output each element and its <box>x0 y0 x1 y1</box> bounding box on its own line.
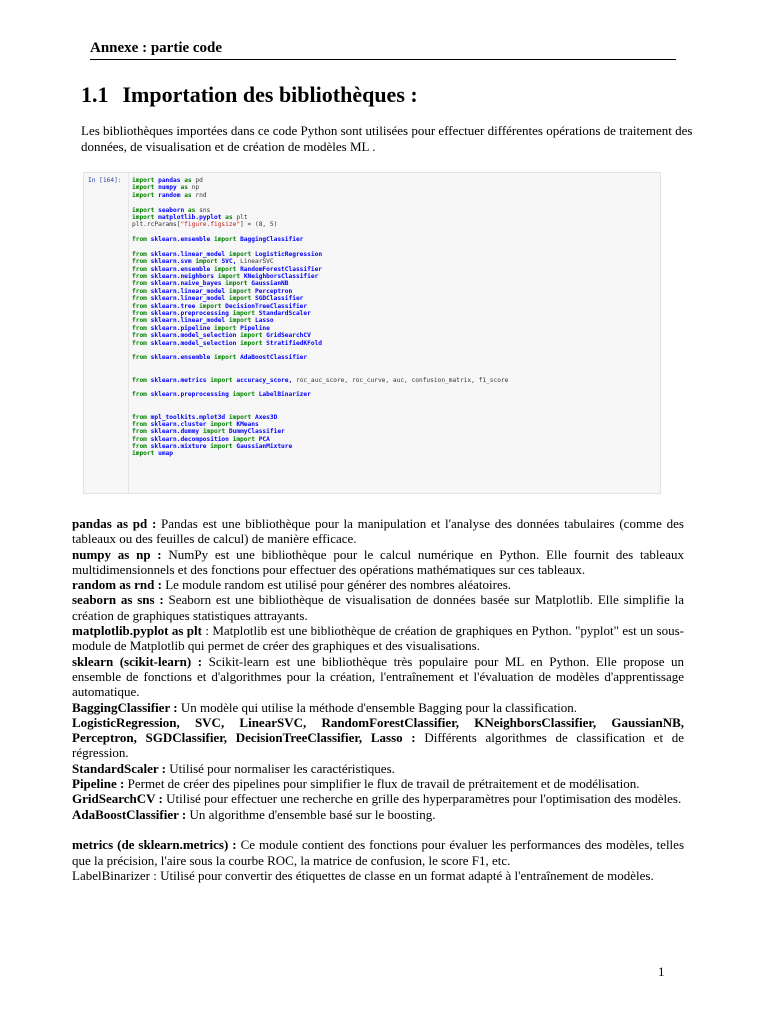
code-cell <box>83 172 661 494</box>
library-term: LogisticRegression, SVC, LinearSVC, RandomForestClassifier, KNeighborsClassifier, GaussianNB, Perceptron, SGDClassifier, DecisionTreeClassifier, Lasso : <box>72 714 684 746</box>
code-line: from sklearn.neighbors import KNeighborsClassifier <box>132 273 319 281</box>
library-description <box>72 516 684 547</box>
code-line: import random as rnd <box>132 191 207 199</box>
code-cell-prompt: In [164]: <box>88 177 122 184</box>
library-description-text: Différents algorithmes de classification et de régression. <box>72 730 684 761</box>
library-term: BaggingClassifier : <box>72 699 181 715</box>
library-term: Pipeline : <box>72 776 128 792</box>
library-descriptions <box>72 516 684 883</box>
library-term: matplotlib.pyplot as plt <box>72 623 202 639</box>
library-description-text: Scikit-learn est une bibliothèque très populaire pour ML en Python. Elle propose un ensemble de fonctions et d'algorithmes pour la création, l'entraînement et l'évaluation de modèles d'apprentissage automatique. <box>72 653 685 700</box>
code-line: from sklearn.linear_model import Lasso <box>132 317 274 325</box>
library-description <box>72 715 684 761</box>
library-description-text: LabelBinarizer : Utilisé pour convertir des étiquettes de classe en un format adapté à l'entraînement de modèles. <box>72 867 654 883</box>
code-line: from sklearn.mixture import GaussianMixture <box>132 443 293 451</box>
code-line <box>132 406 660 413</box>
code-line: from sklearn.cluster import KMeans <box>132 420 259 428</box>
library-description <box>72 868 684 883</box>
library-description-text: : Matplotlib est une bibliothèque de création de graphiques en Python. "pyplot" est un sous-module de Matplotlib qui permet de créer des graphiques et des visualisations. <box>72 623 684 654</box>
section-number: 1.1 <box>81 82 109 107</box>
library-description <box>72 837 684 868</box>
code-line: from sklearn.preprocessing import StandardScaler <box>132 310 311 318</box>
page-number: 1 <box>658 964 665 979</box>
library-description-text: Permet de créer des pipelines pour simplifier le flux de travail de prétraitement et de modélisation. <box>127 776 640 792</box>
code-line: import numpy as np <box>132 184 200 192</box>
library-description <box>72 592 684 623</box>
library-description-text: Un algorithme d'ensemble basé sur le boosting. <box>189 806 436 822</box>
library-description <box>72 654 684 700</box>
library-description-text: Le module random est utilisé pour générer des nombres aléatoires. <box>165 577 512 593</box>
library-term: AdaBoostClassifier : <box>72 806 190 822</box>
code-line: from sklearn.linear_model import Perceptron <box>132 287 293 295</box>
library-term: GridSearchCV : <box>72 791 167 807</box>
library-term: StandardScaler : <box>72 760 170 776</box>
library-term: pandas as pd : <box>72 516 162 531</box>
code-line: from mpl_toolkits.mplot3d import Axes3D <box>132 413 278 421</box>
code-line: import seaborn as sns <box>132 206 211 214</box>
library-term: seaborn as sns : <box>72 592 169 608</box>
code-line <box>132 244 660 251</box>
code-cell-source <box>128 173 660 493</box>
intro-paragraph: Les bibliothèques importées dans ce code Python sont utilisées pour effectuer différentes opérations de traitement des données, de visualisation et de création de modèles ML . <box>81 123 693 154</box>
section-title-text: Importation des bibliothèques : <box>122 82 418 107</box>
library-description <box>72 577 684 592</box>
library-description-text: Ce module contient des fonctions pour évaluer les performances des modèles, telles que la précision, l'aire sous la courbe ROC, la matrice de confusion, le score F1, etc. <box>72 837 684 868</box>
library-description-text: NumPy est une bibliothèque pour le calcul numérique en Python. Elle fournit des tableaux multidimensionnels et des fonctions pour effectuer des opérations mathématiques sur ces tableaux. <box>72 546 684 577</box>
code-line <box>132 362 660 369</box>
library-description <box>72 761 684 776</box>
library-description-text: Pandas est une bibliothèque pour la manipulation et l'analyse des données tabulaires (comme des tableaux ou des feuilles de calcul) de manière efficace. <box>72 516 684 547</box>
code-line: import matplotlib.pyplot as plt <box>132 213 248 221</box>
library-description <box>72 547 684 578</box>
code-line: from sklearn.ensemble import RandomForestClassifier <box>132 265 323 273</box>
code-line: plt.rcParams["figure.figsize"] = (8, 5) <box>132 221 278 229</box>
code-line <box>132 199 660 206</box>
code-line: import umap <box>132 450 173 458</box>
library-description <box>72 700 684 715</box>
library-term: random as rnd : <box>72 577 166 593</box>
library-term: metrics (de sklearn.metrics) : <box>72 837 241 853</box>
code-line: from sklearn.dummy import DummyClassifier <box>132 428 285 436</box>
code-line: from sklearn.pipeline import Pipeline <box>132 324 270 332</box>
library-description <box>72 791 684 806</box>
code-line: from sklearn.linear_model import SGDClassifier <box>132 295 304 303</box>
library-description-text: Un modèle qui utilise la méthode d'ensemble Bagging pour la classification. <box>180 699 578 715</box>
library-term: numpy as np : <box>72 546 169 562</box>
paragraph-spacer <box>72 822 684 837</box>
document-header: Annexe : partie code <box>90 40 676 60</box>
library-description <box>72 776 684 791</box>
code-line: from sklearn.model_selection import GridSearchCV <box>132 332 311 340</box>
code-line: import pandas as pd <box>132 177 203 184</box>
library-term: sklearn (scikit-learn) : <box>72 653 209 669</box>
code-line: from sklearn.svm import SVC, LinearSVC <box>132 258 274 266</box>
code-line <box>132 399 660 406</box>
code-line: from sklearn.decomposition import PCA <box>132 435 270 443</box>
code-line: from sklearn.tree import DecisionTreeClassifier <box>132 302 308 310</box>
code-line: from sklearn.metrics import accuracy_score, roc_auc_score, roc_curve, auc, confusion_matrix, f1_score <box>132 376 509 384</box>
library-description <box>72 807 684 822</box>
library-description-text: Utilisé pour effectuer une recherche en grille des hyperparamètres pour l'optimisation des modèles. <box>166 791 682 807</box>
code-line: from sklearn.preprocessing import LabelBinarizer <box>132 391 311 399</box>
code-line: from sklearn.ensemble import AdaBoostClassifier <box>132 354 308 362</box>
code-line: from sklearn.naive_bayes import GaussianNB <box>132 280 289 288</box>
code-line <box>132 369 660 376</box>
library-description <box>72 623 684 654</box>
code-line: from sklearn.linear_model import LogisticRegression <box>132 250 323 258</box>
code-line: from sklearn.ensemble import BaggingClassifier <box>132 236 304 244</box>
code-line: from sklearn.model_selection import StratifiedKFold <box>132 339 323 347</box>
library-description-text: Seaborn est une bibliothèque de visualisation de données basée sur Matplotlib. Elle simplifie la création de graphiques statistiques attrayants. <box>72 592 684 623</box>
section-title <box>81 82 418 108</box>
library-description-text: Utilisé pour normaliser les caractéristiques. <box>169 760 395 776</box>
